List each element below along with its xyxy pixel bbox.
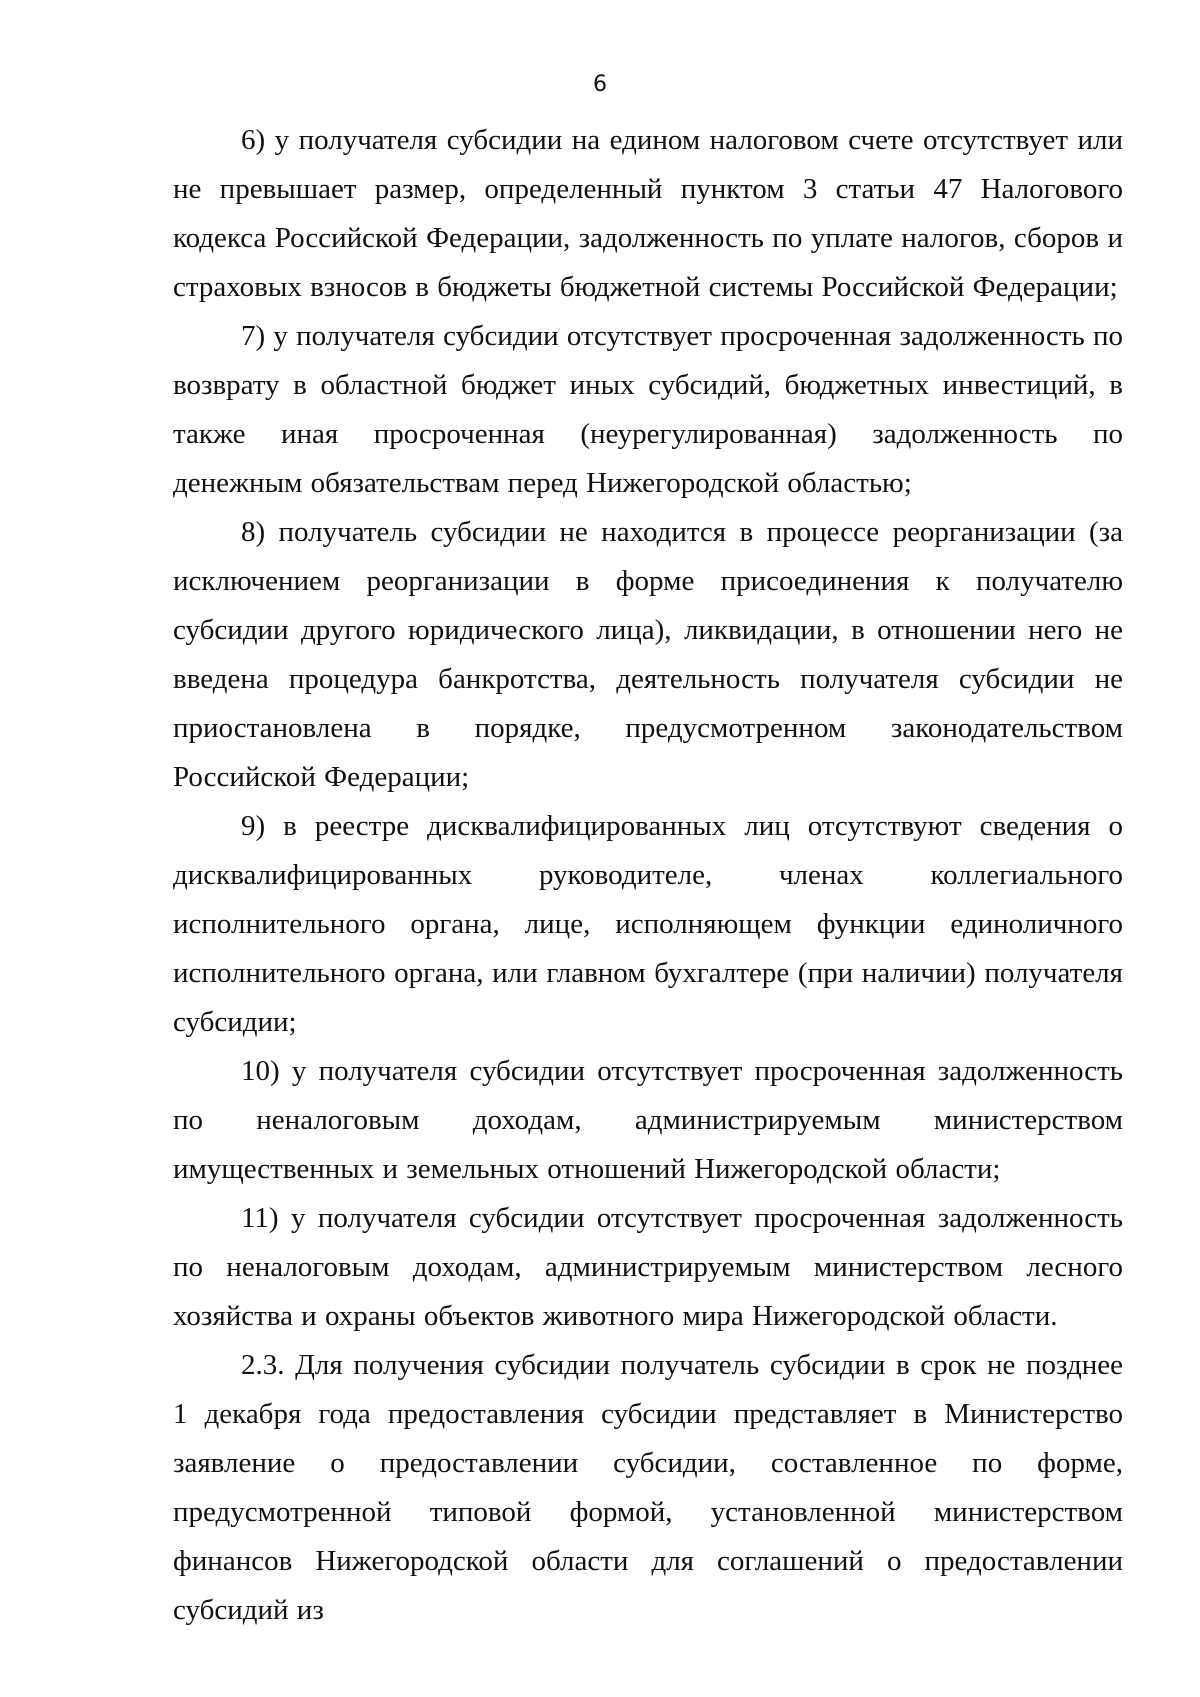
paragraph-item-8: 8) получатель субсидии не находится в процессе реорганизации (за исключением реорганизации в форме присоединения к получателю субсидии другого юридического лица), ликвидации, в отношении него не введена процедура банкротства, деятельность получателя субсидии не приостановлена в порядке, предусмотренном законодательством Российской Федерации; [173, 516, 1123, 793]
paragraph-item-11: 11) у получателя субсидии отсутствует просроченная задолженность по неналоговым доходам, администрируемым министерством лесного хозяйства и охраны объектов животного мира Нижегородской области. [173, 1202, 1123, 1332]
paragraph-section-2-3: 2.3. Для получения субсидии получатель субсидии в срок не позднее 1 декабря года предоставления субсидии представляет в Министерство заявление о предоставлении субсидии, составленное по форме, предусмотренной типовой формой, установленной министерством финансов Нижегородской области для соглашений о предоставлении субсидий из [173, 1349, 1123, 1626]
paragraph-item-10: 10) у получателя субсидии отсутствует просроченная задолженность по неналоговым доходам, администрируемым министерством имущественных и земельных отношений Нижегородской области; [173, 1055, 1123, 1185]
document-body [173, 116, 1123, 1635]
paragraph-item-6: 6) у получателя субсидии на едином налоговом счете отсутствует или не превышает размер, определенный пунктом 3 статьи 47 Налогового кодекса Российской Федерации, задолженность по уплате налогов, сборов и страховых взносов в бюджеты бюджетной системы Российской Федерации; [173, 124, 1123, 303]
page-number: 6 [593, 72, 607, 97]
paragraph-item-9: 9) в реестре дисквалифицированных лиц отсутствуют сведения о дисквалифицированных руководителе, членах коллегиального исполнительного органа, лице, исполняющем функции единоличного исполнительного органа, или главном бухгалтере (при наличии) получателя субсидии; [173, 810, 1123, 1038]
paragraph-item-7: 7) у получателя субсидии отсутствует просроченная задолженность по возврату в областной бюджет иных субсидий, бюджетных инвестиций, в также иная просроченная (неурегулированная) задолженность по денежным обязательствам перед Нижегородской областью; [173, 320, 1124, 499]
